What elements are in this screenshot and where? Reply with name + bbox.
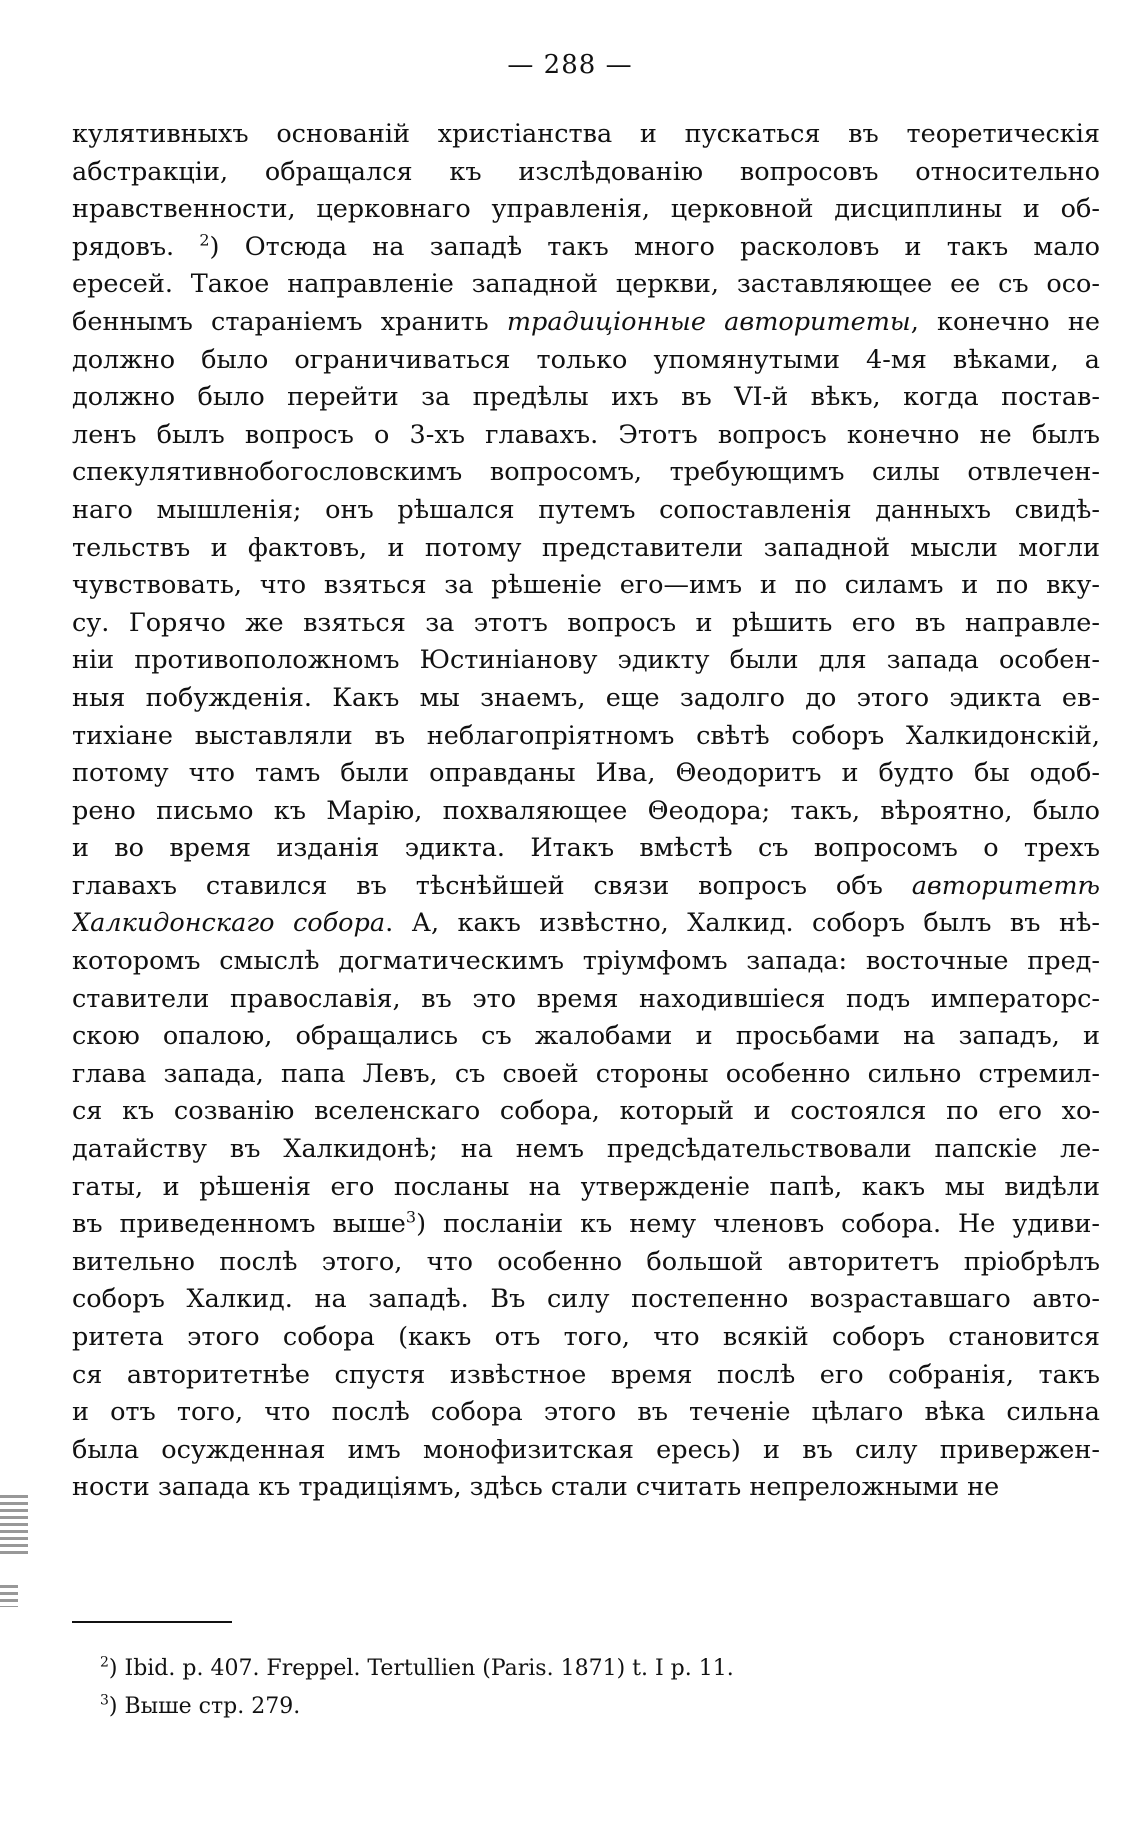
text-run: и отъ того, что послѣ собора этого въ теченіе цѣлаго вѣка сильна xyxy=(72,1397,1100,1428)
text-run: ніи противоположномъ Юстиніанову эдикту были для запада особен- xyxy=(72,645,1100,676)
text-line xyxy=(72,1131,1100,1169)
text-run: кулятивныхъ основаній христіанства и пускаться въ теоретическія xyxy=(72,119,1100,149)
footnote-text: ) Выше стр. 279. xyxy=(108,1694,301,1719)
footnotes xyxy=(100,1650,1000,1726)
text-run: ленъ былъ вопросъ о 3-хъ главахъ. Этотъ вопросъ конечно не былъ xyxy=(72,419,1100,450)
text-line xyxy=(72,379,1100,417)
footnote xyxy=(100,1650,1000,1688)
text-line xyxy=(72,642,1100,680)
text-run: которомъ смыслѣ догматическимъ тріумфомъ запада: восточные пред- xyxy=(72,946,1100,977)
text-run: ) Отсюда на западѣ такъ много расколовъ и такъ мало xyxy=(209,231,1100,262)
text-line xyxy=(72,342,1100,380)
text-run: . А, какъ извѣстно, Халкид. соборъ былъ въ нѣ- xyxy=(385,908,1100,939)
text-line xyxy=(72,755,1100,793)
text-run: главахъ ставился въ тѣснѣйшей связи вопросъ объ xyxy=(72,870,912,901)
text-run: абстракціи, обращался къ изслѣдованію вопросовъ относительно xyxy=(72,156,1100,187)
text-run: ся къ созванію вселенскаго собора, который и состоялся по его хо- xyxy=(72,1096,1100,1127)
footnote-ref: 2 xyxy=(199,230,210,250)
text-run: глава запада, папа Левъ, съ своей стороны особенно сильно стремил- xyxy=(72,1058,1100,1089)
footnote-mark: 2 xyxy=(100,1654,109,1671)
text-line xyxy=(72,1432,1100,1470)
text-run: , конечно не xyxy=(910,306,1100,337)
text-line xyxy=(72,530,1100,568)
text-line xyxy=(72,943,1100,981)
text-run: должно было ограничиваться только упомянутыми 4-мя вѣками, а xyxy=(72,344,1100,375)
text-run: ) посланіи къ нему членовъ собора. Не удиви- xyxy=(416,1209,1100,1240)
text-line xyxy=(72,1244,1100,1282)
text-line xyxy=(72,266,1100,304)
text-line xyxy=(72,567,1100,605)
text-line xyxy=(72,1357,1100,1395)
footnote-ref: 3 xyxy=(405,1207,417,1227)
text-run: ности запада къ традиціямъ, здѣсь стали считать непреложными не xyxy=(72,1472,1000,1503)
text-run: вительно послѣ этого, что особенно большой авторитетъ пріобрѣлъ xyxy=(72,1246,1100,1277)
text-line xyxy=(72,154,1100,192)
text-line xyxy=(72,229,1100,267)
text-line xyxy=(72,905,1100,943)
body-text xyxy=(72,116,1100,1507)
text-line xyxy=(72,191,1100,229)
text-run: су. Горячо же взяться за этотъ вопросъ и рѣшить его въ направле- xyxy=(72,607,1100,638)
text-line xyxy=(72,116,1100,154)
text-run: и во время изданія эдикта. Итакъ вмѣстѣ съ вопросомъ о трехъ xyxy=(72,833,1100,864)
text-run: соборъ Халкид. на западѣ. Въ силу постепенно возраставшаго авто- xyxy=(72,1284,1100,1315)
text-line xyxy=(72,1169,1100,1207)
text-run: ритета этого собора (какъ отъ того, что всякій соборъ становится xyxy=(72,1322,1100,1352)
text-run: ныя побужденія. Какъ мы знаемъ, еще задолго до этого эдикта ев- xyxy=(72,682,1100,713)
footnote-mark: 3 xyxy=(100,1692,109,1709)
text-run: въ приведенномъ выше xyxy=(72,1209,406,1240)
text-line xyxy=(72,1394,1100,1432)
text-run: рено письмо къ Марію, похваляющее Θеодора; такъ, вѣроятно, было xyxy=(72,795,1100,826)
text-line xyxy=(72,1281,1100,1319)
text-run: была осужденная имъ монофизитская ересь) и въ силу привержен- xyxy=(72,1434,1100,1465)
text-line xyxy=(72,492,1100,530)
text-line xyxy=(72,981,1100,1019)
footnote-separator xyxy=(72,1621,232,1623)
text-run: рядовъ. xyxy=(72,231,200,262)
footnote-text: ) Ibid. p. 407. Freppel. Tertullien (Paris. 1871) t. I p. 11. xyxy=(108,1656,734,1681)
text-line xyxy=(72,1206,1100,1244)
text-run: гаты, и рѣшенія его посланы на утвержденіе папѣ, какъ мы видѣли xyxy=(72,1171,1100,1202)
page-number: — 288 — xyxy=(507,50,633,80)
text-run: ставители православія, въ это время находившіеся подъ императорс- xyxy=(72,983,1100,1014)
italic-run: авторитетѣ xyxy=(911,870,1100,901)
text-run: потому что тамъ были оправданы Ива, Θеодоритъ и будто бы одоб- xyxy=(72,758,1100,789)
footnote xyxy=(100,1688,1000,1726)
margin-speck xyxy=(0,1495,28,1555)
text-line xyxy=(72,793,1100,831)
text-line xyxy=(72,304,1100,342)
margin-speck xyxy=(0,1585,18,1607)
text-line xyxy=(72,1319,1100,1357)
text-line xyxy=(72,454,1100,492)
text-run: скою опалою, обращались съ жалобами и просьбами на западъ, и xyxy=(72,1021,1100,1052)
text-run: датайству въ Халкидонѣ; на немъ предсѣдательствовали папскіе ле- xyxy=(72,1134,1100,1165)
text-run: чувствовать, что взяться за рѣшеніе его—имъ и по силамъ и по вку- xyxy=(72,570,1100,601)
text-run: тельствъ и фактовъ, и потому представители западной мысли могли xyxy=(72,532,1100,563)
text-line xyxy=(72,718,1100,756)
text-run: спекулятивнобогословскимъ вопросомъ, требующимъ силы отвлечен- xyxy=(72,457,1100,488)
text-line xyxy=(72,417,1100,455)
text-line xyxy=(72,1056,1100,1094)
text-run: наго мышленія; онъ рѣшался путемъ сопоставленія данныхъ свидѣ- xyxy=(72,494,1100,525)
text-line xyxy=(72,868,1100,906)
text-run: тихіане выставляли въ неблагопріятномъ свѣтѣ соборъ Халкидонскій, xyxy=(72,720,1100,751)
text-line xyxy=(72,1469,1100,1507)
italic-run: традиціонные авторитеты xyxy=(506,306,911,337)
text-run: ересей. Такое направленіе западной церкви, заставляющее ее съ осо- xyxy=(72,269,1100,300)
text-run: должно было перейти за предѣлы ихъ въ VI-й вѣкъ, когда постав- xyxy=(72,382,1100,413)
text-line xyxy=(72,680,1100,718)
text-line xyxy=(72,830,1100,868)
text-run: нравственности, церковнаго управленія, церковной дисциплины и об- xyxy=(72,194,1100,225)
text-line xyxy=(72,1018,1100,1056)
text-run: ся авторитетнѣе спустя извѣстное время послѣ его собранія, такъ xyxy=(72,1359,1100,1390)
text-run: беннымъ стараніемъ хранить xyxy=(72,306,507,337)
text-line xyxy=(72,605,1100,643)
italic-run: Халкидонскаго собора xyxy=(72,908,386,939)
text-line xyxy=(72,1093,1100,1131)
